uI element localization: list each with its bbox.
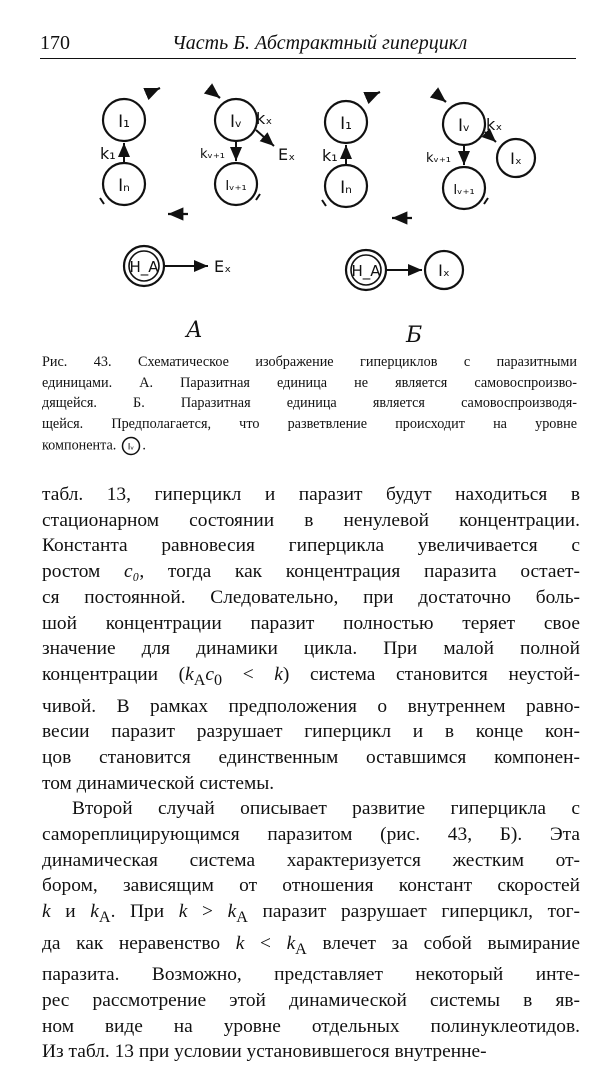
text-line: бором, зависящим от отношения констант скоростей <box>42 875 580 897</box>
component-node-icon <box>120 435 142 457</box>
text-line: ростом c₀, тогда как концентрация паразита остает- <box>42 561 580 583</box>
node-a-iv <box>215 99 257 141</box>
text-line: цов становится единственным оставшимся компонен- <box>42 746 580 768</box>
running-title: Часть Б. Абстрактный гиперцикл <box>172 32 468 54</box>
node-a-iv1 <box>215 163 257 205</box>
node-b-iv <box>443 103 485 145</box>
text-line: паразита. Возможно, представляет некоторый инте- <box>42 964 580 986</box>
text-line: ся постоянной. Следовательно, при достаточно боль- <box>42 586 580 608</box>
panel-b-label: Б <box>406 323 423 348</box>
svg-text:Iᵥ: Iᵥ <box>229 112 243 132</box>
text-line: k и $k_A$. При $k > k_A$ паразит разрушает гиперцикл, тог- <box>42 901 580 926</box>
text-line: чивой. В рамках предположения о внутреннем равно- <box>42 695 580 717</box>
node-b-in <box>325 165 367 207</box>
text-line: весии паразит разрушает гиперцикл и в конце кон- <box>42 721 580 743</box>
node-b-iv1 <box>443 167 485 209</box>
svg-text:H_A: H_A <box>129 258 159 276</box>
node-a-ha <box>124 246 164 286</box>
text-line: значение для динамики цикла. При малой полной <box>42 638 580 660</box>
node-b-ha <box>346 250 386 290</box>
caption-line: компонента. Iᵥ . <box>42 435 577 457</box>
svg-text:H_A: H_A <box>351 262 381 280</box>
figure-caption <box>42 352 577 457</box>
caption-line: щейся. Предполагается, что разветвление происходит на уровне <box>42 416 577 433</box>
caption-line: Рис. 43. Схематическое изображение гиперциклов с паразитными <box>42 354 577 370</box>
svg-text:kₓ: kₓ <box>486 115 503 134</box>
page-header <box>40 28 576 59</box>
text-line: стационарном состоянии в ненулевой концентрации. <box>42 509 580 531</box>
svg-text:Iₓ: Iₓ <box>510 149 522 168</box>
node-a-i1 <box>103 99 145 141</box>
text-line: том динамической системы. <box>42 772 275 794</box>
text-line: ном виде на уровне отдельных полинуклеотидов. <box>42 1015 580 1037</box>
page-number: 170 <box>40 32 70 54</box>
svg-text:k₁: k₁ <box>322 146 338 165</box>
node-b-ix2 <box>425 251 463 289</box>
svg-text:I₁: I₁ <box>340 114 352 134</box>
text-line: Константа равновесия гиперцикла увеличивается с <box>42 535 580 557</box>
text-line: табл. 13, гиперцикл и паразит будут находиться в <box>42 484 580 505</box>
text-line: Второй случай описывает развитие гиперцикла с <box>72 798 580 820</box>
caption-text: компонента. <box>42 437 117 454</box>
text-line: Из табл. 13 при условии установившегося внутренне- <box>42 1041 487 1063</box>
panel-a <box>100 88 295 343</box>
svg-text:Eₓ: Eₓ <box>278 145 296 164</box>
node-b-i1 <box>325 101 367 143</box>
svg-text:kₓ: kₓ <box>256 109 273 128</box>
panel-a-label: А <box>186 318 203 343</box>
text-line: динамическая система характеризуется жестким от- <box>42 849 580 871</box>
svg-text:kᵥ₊₁: kᵥ₊₁ <box>426 151 452 166</box>
svg-text:Iᵥ₊₁: Iᵥ₊₁ <box>453 183 475 198</box>
hypercycle-diagram <box>60 72 590 354</box>
figure-43 <box>60 72 590 354</box>
text-line: рес рассмотрение этой динамической системы в яв- <box>42 989 580 1011</box>
svg-text:k₁: k₁ <box>100 144 116 163</box>
node-a-in <box>103 163 145 205</box>
body-text <box>42 482 580 1065</box>
panel-b <box>322 92 535 348</box>
svg-text:Iₙ: Iₙ <box>340 178 352 198</box>
svg-text:I₁: I₁ <box>118 112 130 132</box>
node-b-ix <box>497 139 535 177</box>
svg-text:Iₙ: Iₙ <box>118 176 130 196</box>
svg-text:kᵥ₊₁: kᵥ₊₁ <box>200 147 226 162</box>
text-line: да как неравенство $k < k_A$ влечет за собой вымирание <box>42 932 580 958</box>
svg-text:Iᵥ₊₁: Iᵥ₊₁ <box>225 179 247 194</box>
caption-line: единицами. А. Паразитная единица не является самовоспроизво- <box>42 374 577 391</box>
svg-text:Iₓ: Iₓ <box>438 261 450 280</box>
svg-text:Iᵥ: Iᵥ <box>457 116 471 136</box>
svg-text:Iᵥ: Iᵥ <box>128 442 135 453</box>
text-line: шой концентрации паразит полностью теряет свое <box>42 612 580 634</box>
text-line: самореплицирующимся паразитом (рис. 43, Б). Эта <box>42 824 580 846</box>
caption-line: дящейся. Б. Паразитная единица является самовоспроизводя- <box>42 395 577 412</box>
svg-text:Eₓ: Eₓ <box>214 257 232 276</box>
text-line: концентрации $(k_Ac_0 < k)$ система становится неустой- <box>42 663 580 689</box>
